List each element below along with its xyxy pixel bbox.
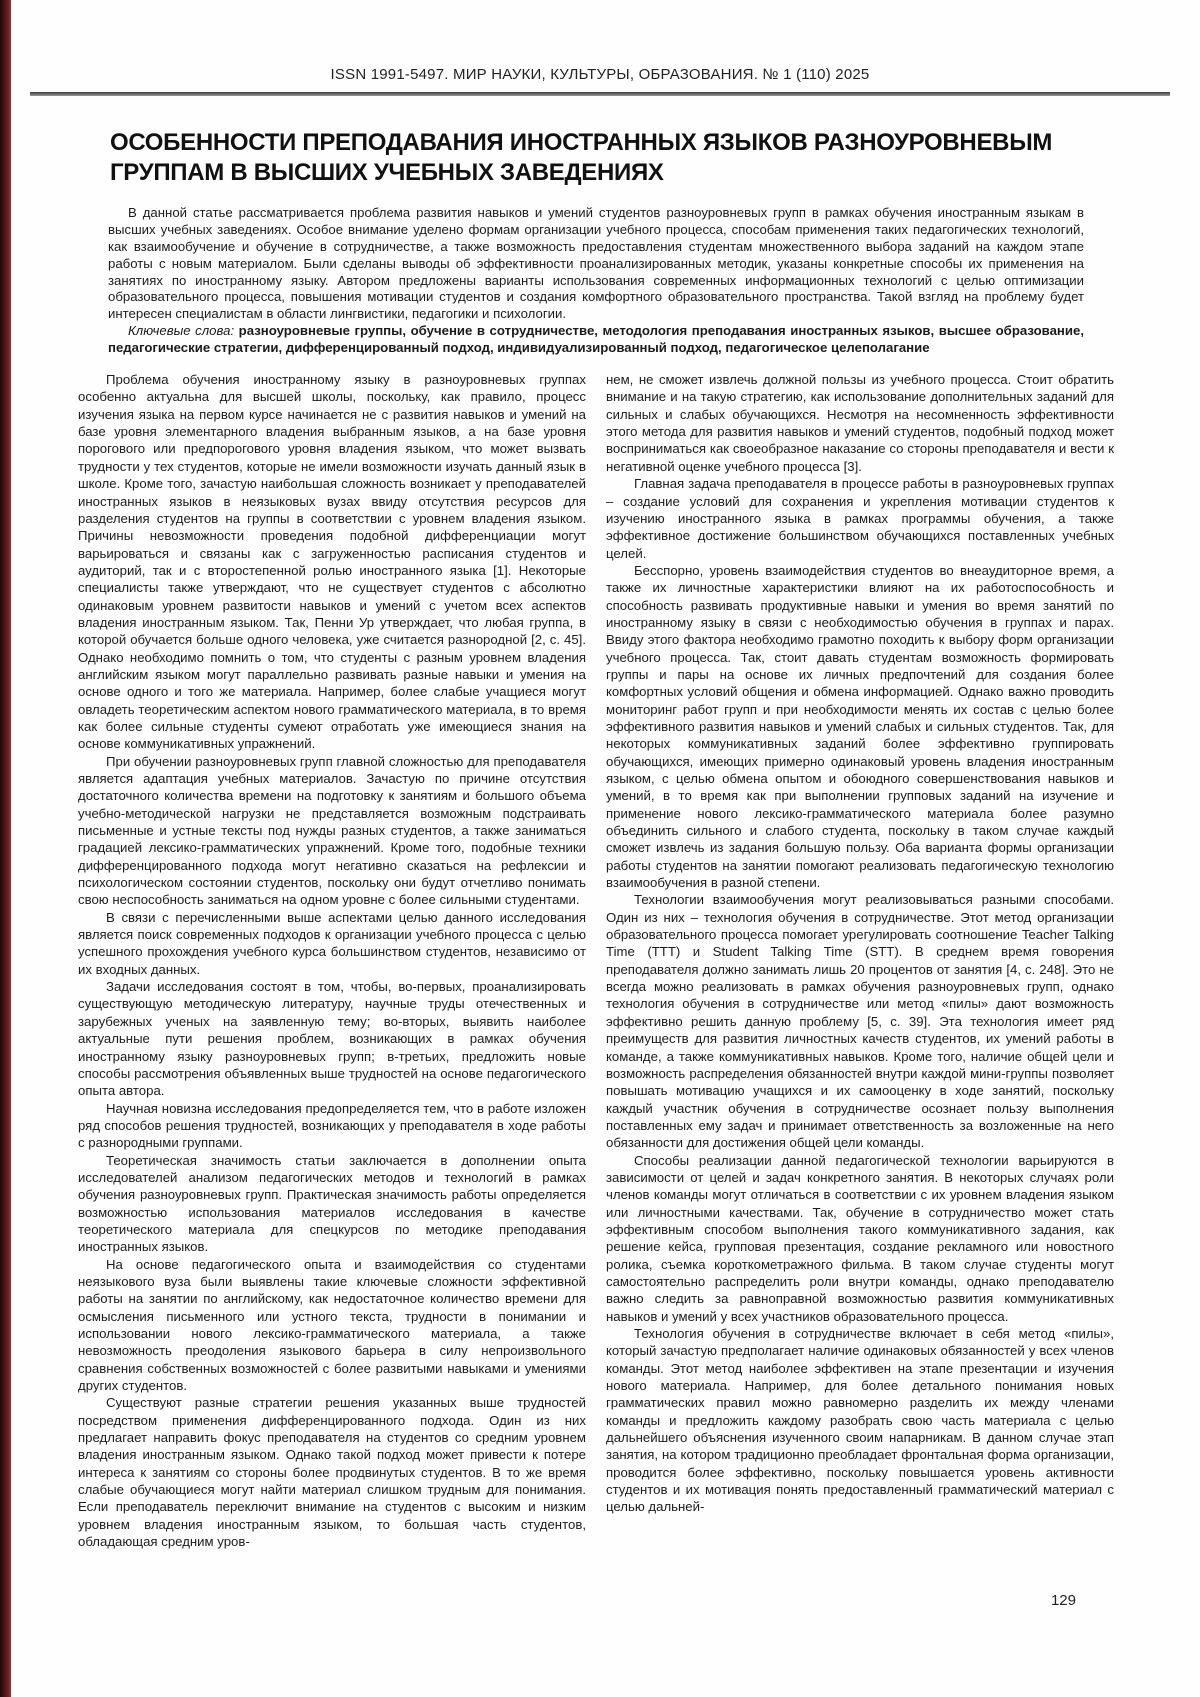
- body-left-column: [78, 371, 586, 1550]
- body-paragraph: Главная задача преподавателя в процессе работы в разноуровневых группах – создание условий для сохранения и укрепления мотивации студентов к изучению иностранного языка в рамках программы обучения, а также эффективное достижение большинством обучающихся поставленных учебных целей.: [606, 476, 1114, 561]
- keywords-line: [108, 323, 1084, 357]
- body-paragraph: Задачи исследования состоят в том, чтобы, во-первых, проанализировать существующую методическую литературу, научные труды отечественных и зарубежных ученых на заявленную тему; во-вторых, выявить наиболее актуальные пути решения проблем, возникающих в рамках обучения иностранному языку разноуровневых групп; в-третьих, предложить новые способы рассмотрения объявленных выше трудностей на основе педагогического опыта автора.: [78, 979, 586, 1099]
- header-divider: [30, 92, 1170, 96]
- article-content: [78, 128, 1114, 1550]
- body-paragraph: В связи с перечисленными выше аспектами целью данного исследования является поиск современных подходов к организации учебного процесса с целью успешного прохождения учебного курса большинством студентов, независимо от их входных данных.: [78, 909, 586, 977]
- body-paragraph: Бесспорно, уровень взаимодействия студентов во внеаудиторное время, а также их личностные характеристики влияют на их работоспособность и способность развивать продуктивные навыки и умения во время занятий по иностранному языку в связи с необходимостью обучения в группах и парах. Ввиду этого фактора необходимо грамотно походить к выбору форм организации учебного процесса. Так, стоит давать студентам возможность формировать группы и пары на основе их личных предпочтений для создания более комфортных условий общения и обмена информацией. Однако важно проводить мониторинг работ групп и при необходимости менять их состав с целью более эффективного развития навыков и умений слабых и сильных студентов. Так, для некоторых коммуникативных заданий более эффективно группировать обучающихся, имеющих примерно одинаковый уровень владения иностранным языком, с целью обмена опытом и обоюдного совершенствования навыков и умений, в то время как при выполнении групповых заданий на изучение и применение нового лексико-грамматического материала более разумно объединить сильного и слабого студента, поскольку в таком случае каждый сможет извлечь из задания большую пользу. Оба варианта формы организации работы студентов на занятии помогают реализовать педагогическую технологию взаимообучения в разной степени.: [606, 562, 1114, 891]
- body-paragraph: Теоретическая значимость статьи заключается в дополнении опыта исследователей анализом педагогических методов и технологий в рамках обучения разноуровневых групп. Практическая значимость работы определяется возможностью использования материалов исследования в качестве теоретического материала для спецкурсов по методике преподавания иностранных языков.: [78, 1152, 586, 1255]
- page-number: 129: [1050, 1592, 1076, 1609]
- body-paragraph: Способы реализации данной педагогической технологии варьируются в зависимости от целей и задач конкретного занятия. В некоторых случаях роли членов команды могут отличаться в соответствии с их уровнем владения языком или личностными качествами. Так, обучение в сотрудничество может стать эффективным способом выполнения такого коммуникативного задания, как решение кейса, групповая презентация, создание рекламного или новостного ролика, съемка короткометражного фильма. В таком случае студенты могут самостоятельно распределить роли внутри команды, однако преподавателю важно следить за равноправной возможностью развития коммуникативных навыков и умений у всех участников образовательного процесса.: [606, 1152, 1114, 1324]
- keywords-text: разноуровневые группы, обучение в сотрудничестве, методология преподавания иностранных языков, высшее образование, педагогические стратегии, дифференцированный подход, индивидуализированный подход, педагогическое целеполагание: [108, 323, 1084, 356]
- scan-binding-edge: [0, 0, 11, 1697]
- body-paragraph: Технологии взаимообучения могут реализовываться разными способами. Один из них – технология обучения в сотрудничестве. Этот метод организации образовательного процесса помогает урегулировать соотношение Teacher Talking Time (TTT) и Student Talking Time (STT). В среднем время говорения преподавателя должно занимать лишь 20 процентов от занятия [4, с. 248]. Это не всегда можно реализовать в рамках обучения разноуровневых групп, однако технология обучения в сотрудничестве или метод «пилы» дают возможность эффективно решить данную проблему [5, с. 39]. Эта технология имеет ряд преимуществ для развития личностных качеств студентов, их умений работы в команде, а также коммуникативных навыков. Кроме того, наличие общей цели и возможность распределения обязанностей внутри каждой мини-группы позволяет повышать мотивацию учащихся и их самооценку в ходе занятий, поскольку каждый участник обучения в сотрудничестве осознает пользу выполнения поставленных ему задач и принимает ответственность за возложенные на него обязанности для достижения общей цели команды.: [606, 892, 1114, 1151]
- body-paragraph: Существуют разные стратегии решения указанных выше трудностей посредством применения дифференцированного подхода. Один из них предлагает направить фокус преподавателя на студентов со средним уровнем владения иностранным языком. Однако такой подход может привести к потере интереса к занятиям со стороны более продвинутых студентов. В то же время слабые обучающиеся могут найти материал слишком трудным для понимания. Если преподаватель переключит внимание на студентов с высоким и низким уровнем владения иностранным языком, то большая часть студентов, обладающая средним уров-: [78, 1395, 586, 1550]
- body-paragraph: При обучении разноуровневых групп главной сложностью для преподавателя является адаптация учебных материалов. Зачастую по причине отсутствия достаточного количества времени на подготовку к занятиям и большого объема учебно-методической нагрузки не представляется возможным подстраивать письменные и устные тексты под нужды разных студентов, а также заниматься градацией лексико-грамматических упражнений. Кроме того, подобные техники дифференцированного подхода могут негативно сказаться на рефлексии и психологическом состоянии студентов, поскольку они будут отчетливо понимать свою неспособность заниматься на одном уровне с более сильными студентами.: [78, 753, 586, 908]
- body-right-column: [606, 371, 1114, 1550]
- body-paragraph: На основе педагогического опыта и взаимодействия со студентами неязыкового вуза были выявлены такие ключевые сложности эффективной работы на занятии по английскому, как недостаточное количество времени для осмысления письменного или устного текста, трудности в понимании и использовании нового лексико-грамматического материала, а также невозможность преодоления языкового барьера в силу непроизвольного сравнения собственных возможностей с более развитыми навыками и умениями других студентов.: [78, 1256, 586, 1394]
- body-paragraph: нем, не сможет извлечь должной пользы из учебного процесса. Стоит обратить внимание и на такую стратегию, как использование дополнительных заданий для сильных и слабых обучающихся. Несмотря на несомненность эффективности этого метода для развития навыков и умений студентов, подобный подход может восприниматься как своеобразное наказание со стороны преподавателя и вести к негативной оценке учебного процесса [3].: [606, 372, 1114, 474]
- body-paragraph: Научная новизна исследования предопределяется тем, что в работе изложен ряд способов решения трудностей, возникающих у преподавателя в ходе работы с разнородными группами.: [78, 1100, 586, 1151]
- article-title: ОСОБЕННОСТИ ПРЕПОДАВАНИЯ ИНОСТРАННЫХ ЯЗЫКОВ РАЗНОУРОВНЕВЫМ ГРУППАМ В ВЫСШИХ УЧЕБНЫХ ЗАВЕДЕНИЯХ: [110, 129, 1053, 187]
- keywords-label: Ключевые слова:: [128, 323, 235, 339]
- abstract-text: В данной статье рассматривается проблема развития навыков и умений студентов разноуровневых групп в рамках обучения иностранным языкам в высших учебных заведениях. Особое внимание уделено формам организации учебного процесса, способам применения таких педагогических технологий, как взаимообучение и обучение в сотрудничестве, а также возможность предоставления студентам множественного выбора заданий на каждом этапе работы с новым материалом. Были сделаны выводы об эффективности проанализированных методик, указаны конкретные способы их применения на занятиях по иностранному языку. Автором предложены варианты использования современных информационных технологий с целью оптимизации образовательного процесса, повышения мотивации студентов и создания комфортного образовательного пространства. Такой взгляд на проблему будет интересен специалистам в области лингвистики, педагогики и психологии.: [108, 204, 1084, 322]
- abstract-block: [108, 205, 1084, 357]
- journal-header: ISSN 1991-5497. МИР НАУКИ, КУЛЬТУРЫ, ОБРАЗОВАНИЯ. № 1 (110) 2025: [330, 66, 870, 83]
- body-paragraph: Проблема обучения иностранному языку в разноуровневых группах особенно актуальна для высшей школы, поскольку, как правило, процесс изучения языка на первом курсе начинается не с развития навыков и умений на базе уровня элементарного владения выбранным языков, а на базе уровня порогового или предпорогового уровня владения языком, что может вызвать трудности у тех студентов, которые не имели возможности изучать данный язык в школе. Кроме того, зачастую наибольшая сложность возникает у преподавателей иностранных языков в неязыковых вузах ввиду отсутствия ресурсов для разделения студентов на группы в соответствии с уровнем владения языком. Причины невозможности проведения подобной дифференциации могут варьироваться и связаны как с загруженностью расписания студентов и аудиторий, так и с второстепенной ролью иностранного языка [1]. Некоторые специалисты также утверждают, что не существует студентов с абсолютно одинаковым уровнем развитости навыков и умений с учетом всех аспектов владения иностранным языком. Так, Пенни Ур утверждает, что любая группа, в которой обучается больше одного человека, уже считается разнородной [2, с. 45]. Однако необходимо помнить о том, что студенты с разным уровнем владения английским языком могут параллельно развивать разные навыки и умения на основе одного и того же материала. Например, более слабые учащиеся могут овладеть теоретическим аспектом нового грамматического материала, в то время как более сильные студенты сумеют отработать уже имеющиеся знания на основе коммуникативных упражнений.: [78, 372, 586, 752]
- body-paragraph: Технология обучения в сотрудничестве включает в себя метод «пилы», который зачастую предполагает наличие одинаковых обязанностей у всех членов команды. Этот метод наиболее эффективен на этапе презентации и изучения нового материала. Например, для более детального понимания новых грамматических правил можно равномерно разделить их между членами команды и предложить каждому разобрать свою часть материала с целью дальнейшего объяснения изученного своим напарникам. В данном случае этап занятия, на котором традиционно преобладает фронтальная форма организации, проводится более эффективно, поскольку повышается уровень активности студентов и их мотивация понять предоставленный грамматический материал с целью дальней-: [606, 1326, 1114, 1515]
- body-columns: [78, 371, 1114, 1550]
